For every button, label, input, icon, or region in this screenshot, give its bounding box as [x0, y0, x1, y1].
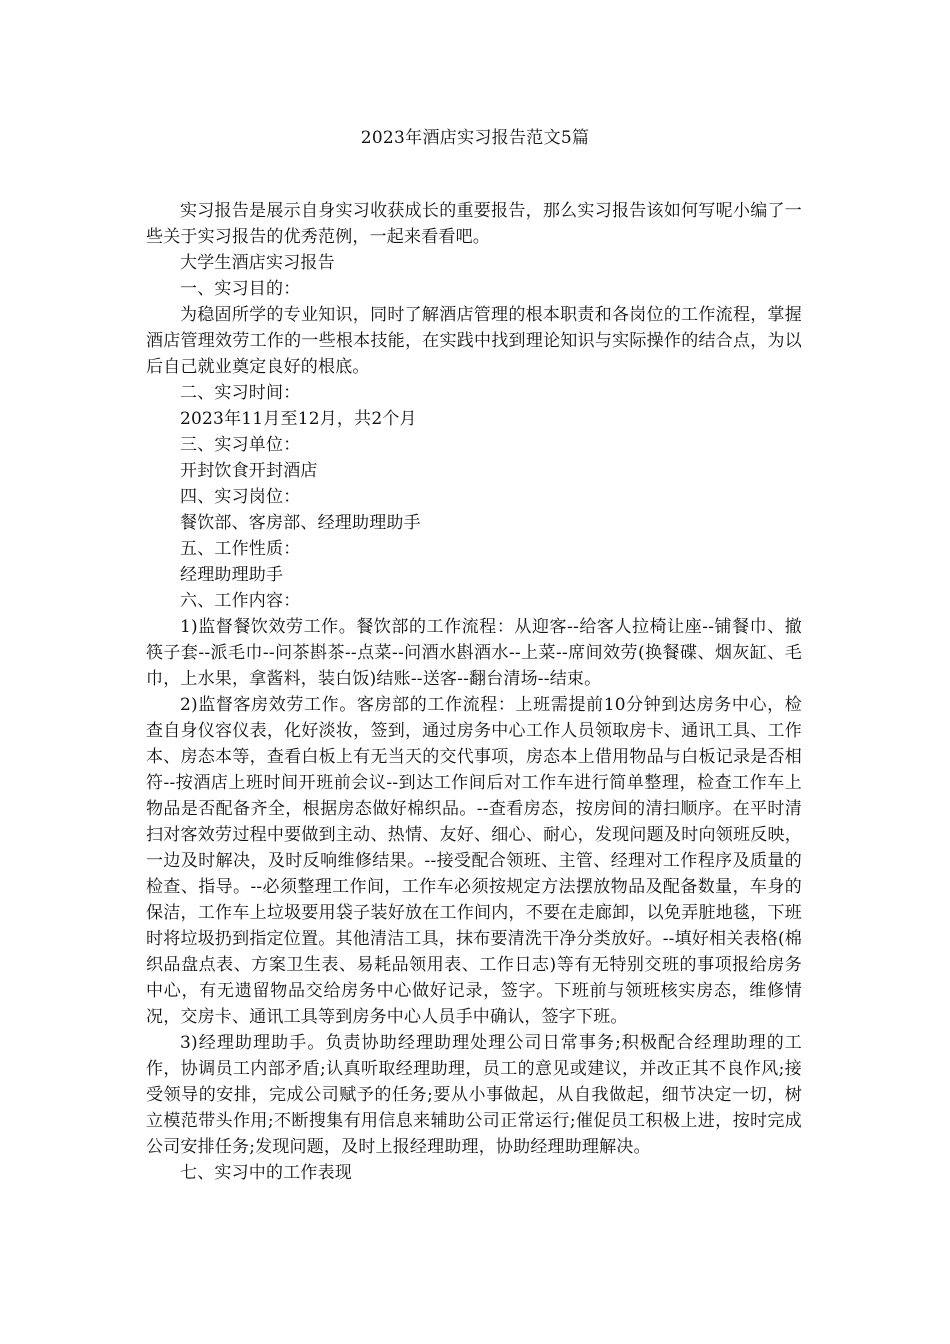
section-heading-purpose: 一、实习目的：	[180, 279, 301, 299]
section-heading-unit: 三、实习单位：	[180, 435, 301, 455]
paragraph-purpose: 为稳固所学的专业知识，同时了解酒店管理的根本职责和各岗位的工作流程，掌握酒店管理效劳工作的一些根本技能，在实践中找到理论知识与实际操作的结合点，为以后自己就业奠定良好的根底。	[146, 305, 802, 377]
paragraph-content-housekeeping: 2)监督客房效劳工作。客房部的工作流程：上班需提前10分钟到达房务中心，检查自身仪容仪表，化好淡妆，签到，通过房务中心工作人员领取房卡、通讯工具、工作本、房态本等，查看白板上有无当天的交代事项，房态本上借用物品与白板记录是否相符--按酒店上班时间开班前会议--到达工作间后对工作车进行简单整理，检查工作车上物品是否配备齐全，根据房态做好棉织品。--查看房态，按房间的清扫顺序。在平时清扫对客效劳过程中要做到主动、热情、友好、细心、耐心，发现问题及时向领班反映，一边及时解决，及时反响维修结果。--接受配合领班、主管、经理对工作程序及质量的检查、指导。--必须整理工作间，工作车必须按规定方法摆放物品及配备数量，车身的保洁，工作车上垃圾要用袋子装好放在工作间内，不要在走廊卸，以免弄脏地毯，下班时将垃圾扔到指定位置。其他清洁工具，抹布要清洗干净分类放好。--填好相关表格(棉织品盘点表、方案卫生表、易耗品领用表、工作日志)等有无特别交班的事项报给房务中心，有无遗留物品交给房务中心做好记录，签字。下班前与领班核实房态，维修情况，交房卡、通讯工具等到房务中心人员手中确认，签字下班。	[146, 695, 802, 1027]
document-body	[146, 198, 802, 1186]
paragraph-unit: 开封饮食开封酒店	[180, 461, 318, 481]
paragraph-time: 2023年11月至12月，共2个月	[180, 409, 417, 429]
paragraph-content-dining: 1)监督餐饮效劳工作。餐饮部的工作流程：从迎客--给客人拉椅让座--铺餐巾、撤筷子套--派毛巾--问茶斟茶--点菜--问酒水斟酒水--上菜--席间效劳(换餐碟、烟灰缸、毛巾，上水果，拿酱料，装白饭)结账--送客--翻台清场--结束。	[146, 617, 802, 689]
paragraph-subtitle: 大学生酒店实习报告	[180, 253, 335, 273]
section-heading-content: 六、工作内容：	[180, 591, 301, 611]
paragraph-nature: 经理助理助手	[180, 565, 284, 585]
paragraph-content-assistant: 3)经理助理助手。负责协助经理助理处理公司日常事务;积极配合经理助理的工作，协调员工内部矛盾;认真听取经理助理，员工的意见或建议，并改正其不良作风;接受领导的安排，完成公司赋予的任务;要从小事做起，从自我做起，细节决定一切，树立模范带头作用;不断搜集有用信息来辅助公司正常运行;催促员工积极上进，按时完成公司安排任务;发现问题，及时上报经理助理，协助经理助理解决。	[146, 1033, 802, 1157]
section-heading-nature: 五、工作性质：	[180, 539, 301, 559]
paragraph-position: 餐饮部、客房部、经理助理助手	[180, 513, 421, 533]
paragraph-intro: 实习报告是展示自身实习收获成长的重要报告，那么实习报告该如何写呢小编了一些关于实习报告的优秀范例，一起来看看吧。	[146, 201, 802, 247]
section-heading-position: 四、实习岗位：	[180, 487, 301, 507]
section-heading-performance: 七、实习中的工作表现	[180, 1163, 352, 1183]
section-heading-time: 二、实习时间：	[180, 383, 301, 403]
document-title: 2023年酒店实习报告范文5篇	[360, 128, 590, 148]
